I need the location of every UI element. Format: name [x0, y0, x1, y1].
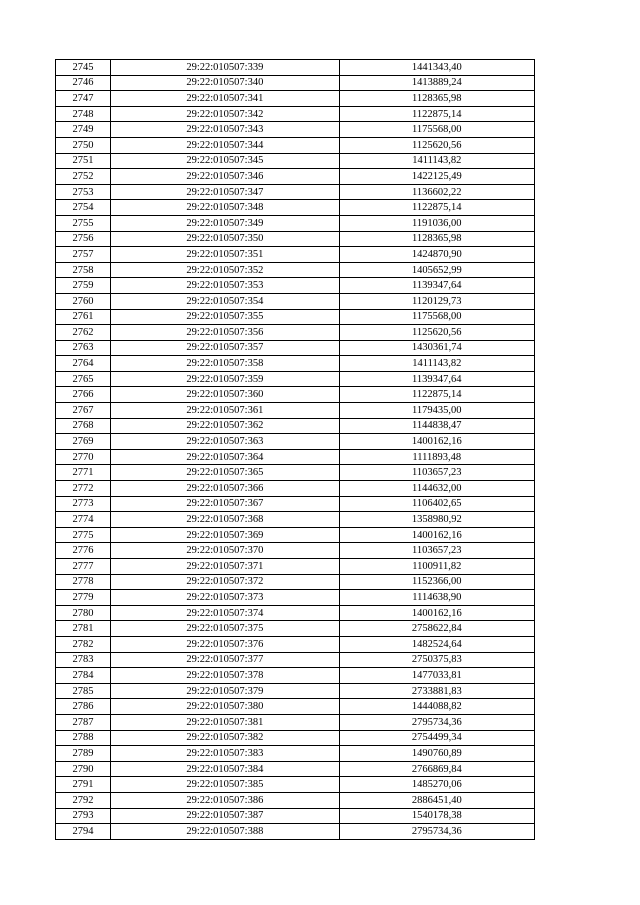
cadastral-value-cell: 1430361,74: [339, 340, 534, 356]
row-number-cell: 2791: [56, 777, 111, 793]
table-row: [56, 91, 535, 107]
cadastral-number-cell: 29:22:010507:359: [111, 371, 339, 387]
cadastral-value-cell: 2758622,84: [339, 621, 534, 637]
table-row: [56, 449, 535, 465]
row-number-cell: 2781: [56, 621, 111, 637]
cadastral-number-cell: 29:22:010507:375: [111, 621, 339, 637]
cadastral-number-cell: 29:22:010507:381: [111, 714, 339, 730]
cadastral-value-cell: 1144838,47: [339, 418, 534, 434]
cadastral-value-cell: 1444088,82: [339, 699, 534, 715]
row-number-cell: 2747: [56, 91, 111, 107]
cadastral-value-cell: 1175568,00: [339, 309, 534, 325]
row-number-cell: 2789: [56, 746, 111, 762]
cadastral-value-cell: 1120129,73: [339, 293, 534, 309]
row-number-cell: 2772: [56, 481, 111, 497]
table-row: [56, 60, 535, 76]
table-row: [56, 714, 535, 730]
cadastral-value-cell: 1122875,14: [339, 106, 534, 122]
cadastral-number-cell: 29:22:010507:365: [111, 465, 339, 481]
table-row: [56, 247, 535, 263]
cadastral-value-cell: 1400162,16: [339, 434, 534, 450]
cadastral-number-cell: 29:22:010507:374: [111, 605, 339, 621]
cadastral-number-cell: 29:22:010507:352: [111, 262, 339, 278]
cadastral-value-cell: 2733881,83: [339, 683, 534, 699]
cadastral-value-table: [55, 59, 535, 840]
cadastral-value-cell: 1485270,06: [339, 777, 534, 793]
row-number-cell: 2766: [56, 387, 111, 403]
cadastral-value-cell: 1139347,64: [339, 278, 534, 294]
table-row: [56, 75, 535, 91]
table-row: [56, 340, 535, 356]
table-row: [56, 169, 535, 185]
cadastral-number-cell: 29:22:010507:378: [111, 668, 339, 684]
cadastral-value-cell: 1125620,56: [339, 137, 534, 153]
cadastral-number-cell: 29:22:010507:350: [111, 231, 339, 247]
table-row: [56, 481, 535, 497]
table-row: [56, 403, 535, 419]
cadastral-value-cell: 1191036,00: [339, 215, 534, 231]
row-number-cell: 2790: [56, 761, 111, 777]
cadastral-number-cell: 29:22:010507:343: [111, 122, 339, 138]
table-row: [56, 761, 535, 777]
cadastral-value-cell: 1106402,65: [339, 496, 534, 512]
cadastral-value-cell: 1122875,14: [339, 200, 534, 216]
cadastral-number-cell: 29:22:010507:356: [111, 325, 339, 341]
row-number-cell: 2792: [56, 792, 111, 808]
cadastral-number-cell: 29:22:010507:346: [111, 169, 339, 185]
cadastral-number-cell: 29:22:010507:377: [111, 652, 339, 668]
row-number-cell: 2779: [56, 590, 111, 606]
cadastral-number-cell: 29:22:010507:380: [111, 699, 339, 715]
cadastral-number-cell: 29:22:010507:362: [111, 418, 339, 434]
table-row: [56, 792, 535, 808]
cadastral-number-cell: 29:22:010507:345: [111, 153, 339, 169]
table-row: [56, 215, 535, 231]
row-number-cell: 2782: [56, 636, 111, 652]
cadastral-value-cell: 1477033,81: [339, 668, 534, 684]
cadastral-value-cell: 1411143,82: [339, 153, 534, 169]
cadastral-value-cell: 1103657,23: [339, 465, 534, 481]
cadastral-value-cell: 1100911,82: [339, 559, 534, 575]
table-row: [56, 652, 535, 668]
table-row: [56, 590, 535, 606]
cadastral-value-cell: 1413889,24: [339, 75, 534, 91]
cadastral-number-cell: 29:22:010507:351: [111, 247, 339, 263]
cadastral-value-cell: 1400162,16: [339, 527, 534, 543]
row-number-cell: 2753: [56, 184, 111, 200]
cadastral-value-cell: 1482524,64: [339, 636, 534, 652]
row-number-cell: 2762: [56, 325, 111, 341]
cadastral-number-cell: 29:22:010507:354: [111, 293, 339, 309]
cadastral-number-cell: 29:22:010507:369: [111, 527, 339, 543]
table-row: [56, 668, 535, 684]
table-row: [56, 278, 535, 294]
cadastral-value-cell: 1144632,00: [339, 481, 534, 497]
table-row: [56, 621, 535, 637]
row-number-cell: 2763: [56, 340, 111, 356]
cadastral-number-cell: 29:22:010507:367: [111, 496, 339, 512]
table-body: [56, 60, 535, 840]
row-number-cell: 2761: [56, 309, 111, 325]
row-number-cell: 2746: [56, 75, 111, 91]
row-number-cell: 2774: [56, 512, 111, 528]
cadastral-value-cell: 1122875,14: [339, 387, 534, 403]
row-number-cell: 2758: [56, 262, 111, 278]
row-number-cell: 2793: [56, 808, 111, 824]
cadastral-value-cell: 1114638,90: [339, 590, 534, 606]
row-number-cell: 2776: [56, 543, 111, 559]
cadastral-value-cell: 1540178,38: [339, 808, 534, 824]
row-number-cell: 2783: [56, 652, 111, 668]
row-number-cell: 2765: [56, 371, 111, 387]
row-number-cell: 2769: [56, 434, 111, 450]
row-number-cell: 2751: [56, 153, 111, 169]
cadastral-value-cell: 1422125,49: [339, 169, 534, 185]
cadastral-number-cell: 29:22:010507:341: [111, 91, 339, 107]
table-row: [56, 465, 535, 481]
row-number-cell: 2757: [56, 247, 111, 263]
cadastral-value-cell: 1111893,48: [339, 449, 534, 465]
cadastral-number-cell: 29:22:010507:373: [111, 590, 339, 606]
row-number-cell: 2771: [56, 465, 111, 481]
cadastral-number-cell: 29:22:010507:355: [111, 309, 339, 325]
cadastral-value-cell: 2795734,36: [339, 714, 534, 730]
cadastral-value-cell: 2750375,83: [339, 652, 534, 668]
table-row: [56, 122, 535, 138]
cadastral-number-cell: 29:22:010507:371: [111, 559, 339, 575]
table-row: [56, 184, 535, 200]
cadastral-number-cell: 29:22:010507:361: [111, 403, 339, 419]
row-number-cell: 2787: [56, 714, 111, 730]
cadastral-number-cell: 29:22:010507:385: [111, 777, 339, 793]
table-row: [56, 387, 535, 403]
cadastral-number-cell: 29:22:010507:360: [111, 387, 339, 403]
table-row: [56, 434, 535, 450]
cadastral-number-cell: 29:22:010507:349: [111, 215, 339, 231]
table-row: [56, 777, 535, 793]
table-row: [56, 293, 535, 309]
row-number-cell: 2759: [56, 278, 111, 294]
cadastral-value-cell: 1152366,00: [339, 574, 534, 590]
table-row: [56, 356, 535, 372]
row-number-cell: 2756: [56, 231, 111, 247]
cadastral-number-cell: 29:22:010507:348: [111, 200, 339, 216]
cadastral-number-cell: 29:22:010507:386: [111, 792, 339, 808]
cadastral-number-cell: 29:22:010507:383: [111, 746, 339, 762]
table-row: [56, 746, 535, 762]
table-row: [56, 309, 535, 325]
table-row: [56, 605, 535, 621]
cadastral-number-cell: 29:22:010507:372: [111, 574, 339, 590]
table-row: [56, 543, 535, 559]
cadastral-number-cell: 29:22:010507:342: [111, 106, 339, 122]
row-number-cell: 2770: [56, 449, 111, 465]
table-row: [56, 574, 535, 590]
cadastral-value-cell: 2766869,84: [339, 761, 534, 777]
cadastral-value-cell: 1179435,00: [339, 403, 534, 419]
cadastral-number-cell: 29:22:010507:339: [111, 60, 339, 76]
row-number-cell: 2778: [56, 574, 111, 590]
cadastral-value-cell: 1136602,22: [339, 184, 534, 200]
row-number-cell: 2775: [56, 527, 111, 543]
cadastral-value-cell: 1358980,92: [339, 512, 534, 528]
cadastral-value-cell: 1128365,98: [339, 91, 534, 107]
row-number-cell: 2764: [56, 356, 111, 372]
row-number-cell: 2786: [56, 699, 111, 715]
cadastral-number-cell: 29:22:010507:387: [111, 808, 339, 824]
table-row: [56, 262, 535, 278]
cadastral-number-cell: 29:22:010507:384: [111, 761, 339, 777]
table-row: [56, 824, 535, 840]
cadastral-value-cell: 1128365,98: [339, 231, 534, 247]
cadastral-value-cell: 1405652,99: [339, 262, 534, 278]
table-row: [56, 231, 535, 247]
cadastral-value-cell: 1103657,23: [339, 543, 534, 559]
table-row: [56, 636, 535, 652]
row-number-cell: 2777: [56, 559, 111, 575]
cadastral-value-cell: 2886451,40: [339, 792, 534, 808]
row-number-cell: 2768: [56, 418, 111, 434]
cadastral-number-cell: 29:22:010507:388: [111, 824, 339, 840]
cadastral-value-cell: 1400162,16: [339, 605, 534, 621]
cadastral-value-cell: 2795734,36: [339, 824, 534, 840]
cadastral-value-cell: 1490760,89: [339, 746, 534, 762]
cadastral-number-cell: 29:22:010507:357: [111, 340, 339, 356]
cadastral-value-cell: 2754499,34: [339, 730, 534, 746]
row-number-cell: 2748: [56, 106, 111, 122]
cadastral-number-cell: 29:22:010507:358: [111, 356, 339, 372]
table-row: [56, 371, 535, 387]
cadastral-number-cell: 29:22:010507:364: [111, 449, 339, 465]
cadastral-number-cell: 29:22:010507:370: [111, 543, 339, 559]
cadastral-value-cell: 1175568,00: [339, 122, 534, 138]
row-number-cell: 2767: [56, 403, 111, 419]
row-number-cell: 2760: [56, 293, 111, 309]
cadastral-number-cell: 29:22:010507:344: [111, 137, 339, 153]
table-row: [56, 808, 535, 824]
row-number-cell: 2745: [56, 60, 111, 76]
row-number-cell: 2750: [56, 137, 111, 153]
table-row: [56, 699, 535, 715]
table-row: [56, 683, 535, 699]
cadastral-value-cell: 1424870,90: [339, 247, 534, 263]
table-row: [56, 137, 535, 153]
row-number-cell: 2788: [56, 730, 111, 746]
cadastral-number-cell: 29:22:010507:347: [111, 184, 339, 200]
table-row: [56, 106, 535, 122]
cadastral-value-cell: 1441343,40: [339, 60, 534, 76]
table-row: [56, 325, 535, 341]
row-number-cell: 2752: [56, 169, 111, 185]
cadastral-number-cell: 29:22:010507:368: [111, 512, 339, 528]
table-row: [56, 512, 535, 528]
cadastral-number-cell: 29:22:010507:340: [111, 75, 339, 91]
row-number-cell: 2785: [56, 683, 111, 699]
table-row: [56, 527, 535, 543]
table-row: [56, 496, 535, 512]
cadastral-number-cell: 29:22:010507:376: [111, 636, 339, 652]
cadastral-value-cell: 1411143,82: [339, 356, 534, 372]
table-row: [56, 730, 535, 746]
row-number-cell: 2773: [56, 496, 111, 512]
row-number-cell: 2784: [56, 668, 111, 684]
row-number-cell: 2754: [56, 200, 111, 216]
table-row: [56, 559, 535, 575]
table-row: [56, 153, 535, 169]
row-number-cell: 2794: [56, 824, 111, 840]
cadastral-value-cell: 1139347,64: [339, 371, 534, 387]
row-number-cell: 2780: [56, 605, 111, 621]
cadastral-number-cell: 29:22:010507:382: [111, 730, 339, 746]
cadastral-value-cell: 1125620,56: [339, 325, 534, 341]
row-number-cell: 2749: [56, 122, 111, 138]
cadastral-number-cell: 29:22:010507:379: [111, 683, 339, 699]
cadastral-number-cell: 29:22:010507:366: [111, 481, 339, 497]
cadastral-number-cell: 29:22:010507:363: [111, 434, 339, 450]
table-row: [56, 418, 535, 434]
table-row: [56, 200, 535, 216]
row-number-cell: 2755: [56, 215, 111, 231]
cadastral-number-cell: 29:22:010507:353: [111, 278, 339, 294]
